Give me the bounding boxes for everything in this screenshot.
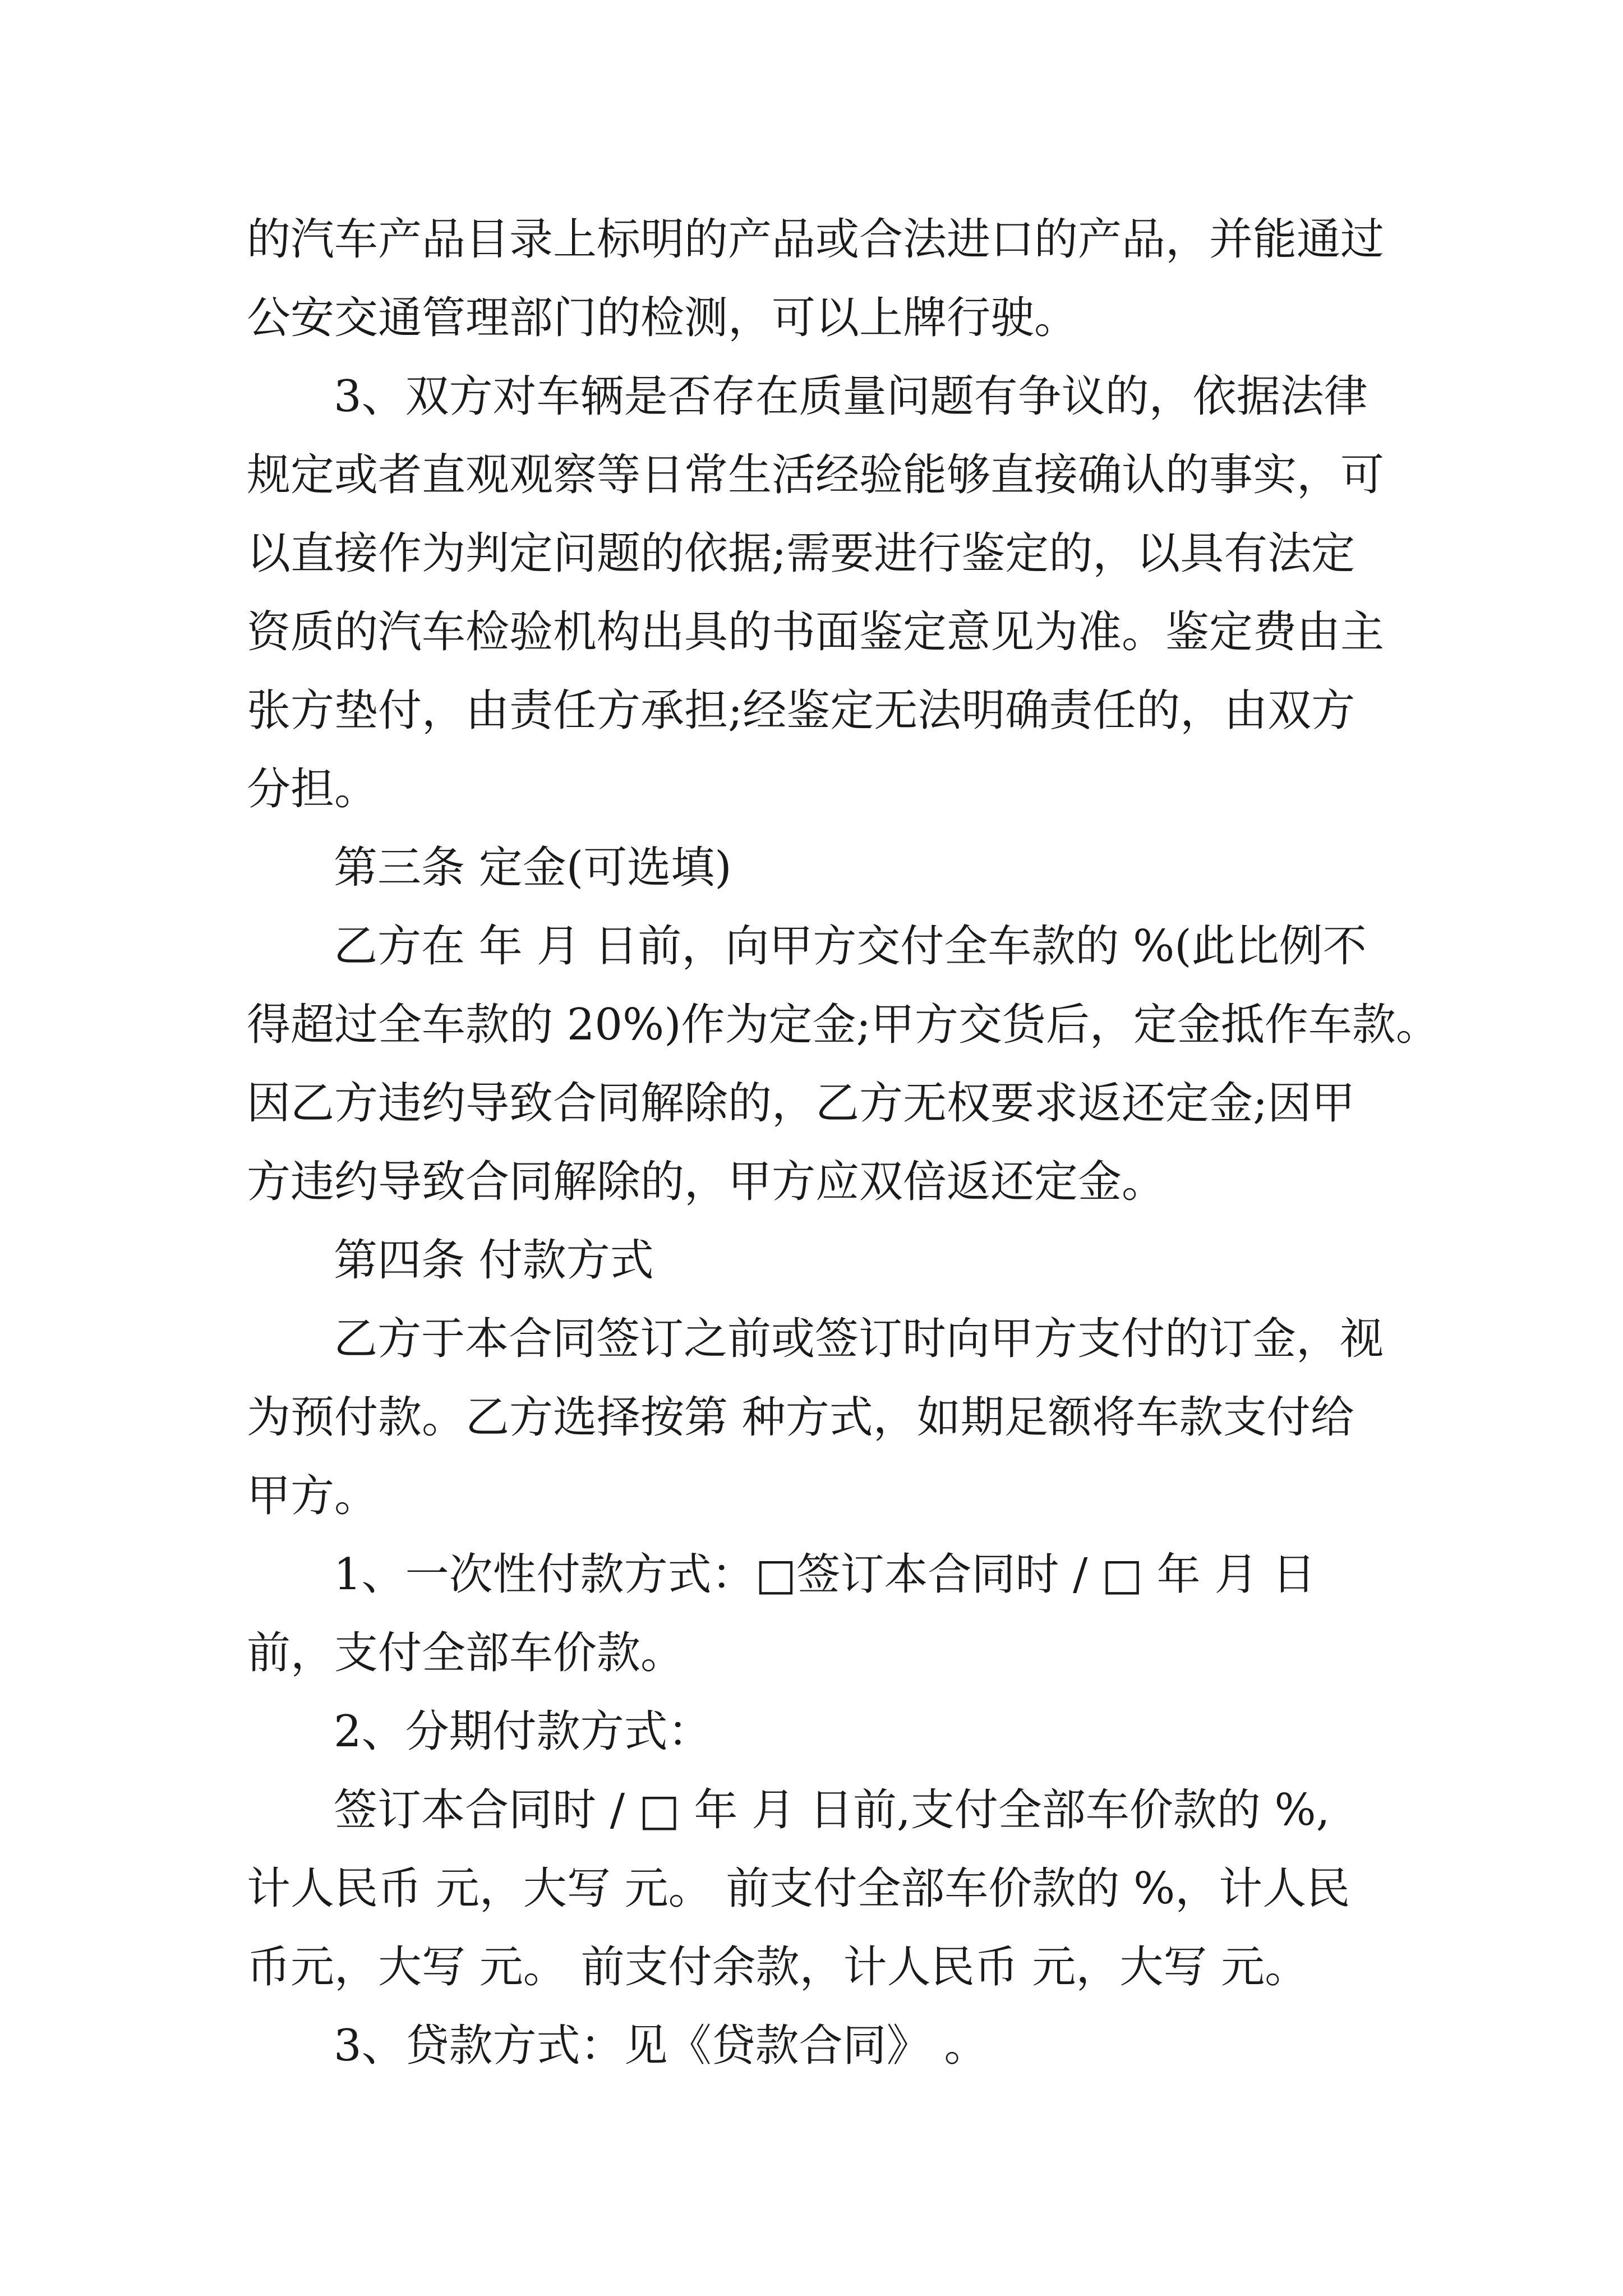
text-line: 3、贷款方式：见《贷款合同》 。: [334, 2021, 988, 2071]
document-body: [247, 0, 1440, 2071]
text-line: 计人民币 元，大写 元。 前支付全部车价款的 %，计人民: [247, 1864, 1350, 1914]
text-line: 2、分期付款方式：: [334, 1706, 712, 1757]
section-heading: 第四条 付款方式: [334, 1235, 654, 1286]
section-heading: 第三条 定金(可选填): [334, 843, 732, 893]
text-line: 分担。: [247, 764, 379, 815]
text-line: 甲方。: [247, 1471, 379, 1521]
text-line: 方违约导致合同解除的，甲方应双倍返还定金。: [247, 1157, 1166, 1207]
text-line: 乙方在 年 月 日前，向甲方交付全车款的 %(此比例不: [334, 921, 1367, 972]
text-line: 张方垫付，由责任方承担;经鉴定无法明确责任的，由双方: [247, 685, 1355, 736]
text-line: 1、一次性付款方式：□签订本合同时 / □ 年 月 日: [334, 1549, 1316, 1600]
text-line: 公安交通管理部门的检测，可以上牌行驶。: [247, 293, 1078, 343]
text-line: 以直接作为判定问题的依据;需要进行鉴定的，以具有法定: [247, 528, 1355, 579]
text-line: 为预付款。乙方选择按第 种方式，如期足额将车款支付给: [247, 1392, 1354, 1443]
text-line: 3、双方对车辆是否存在质量问题有争议的，依据法律: [334, 371, 1368, 422]
text-line: 资质的汽车检验机构出具的书面鉴定意见为准。鉴定费由主: [247, 607, 1385, 657]
text-line: 规定或者直观观察等日常生活经验能够直接确认的事实，可: [247, 450, 1385, 500]
text-line: 币元，大写 元。 前支付余款，计人民币 元，大写 元。: [247, 1942, 1309, 1993]
text-line: 签订本合同时 / □ 年 月 日前,支付全部车价款的 %,: [334, 1785, 1330, 1835]
text-line: 前，支付全部车价款。: [247, 1628, 685, 1678]
text-line: 的汽车产品目录上标明的产品或合法进口的产品，并能通过: [247, 214, 1385, 265]
text-line: 得超过全车款的 20%)作为定金;甲方交货后，定金抵作车款。: [247, 1000, 1440, 1050]
text-line: 因乙方违约导致合同解除的，乙方无权要求返还定金;因甲: [247, 1078, 1355, 1129]
text-line: 乙方于本合同签订之前或签订时向甲方支付的订金，视: [334, 1314, 1384, 1364]
